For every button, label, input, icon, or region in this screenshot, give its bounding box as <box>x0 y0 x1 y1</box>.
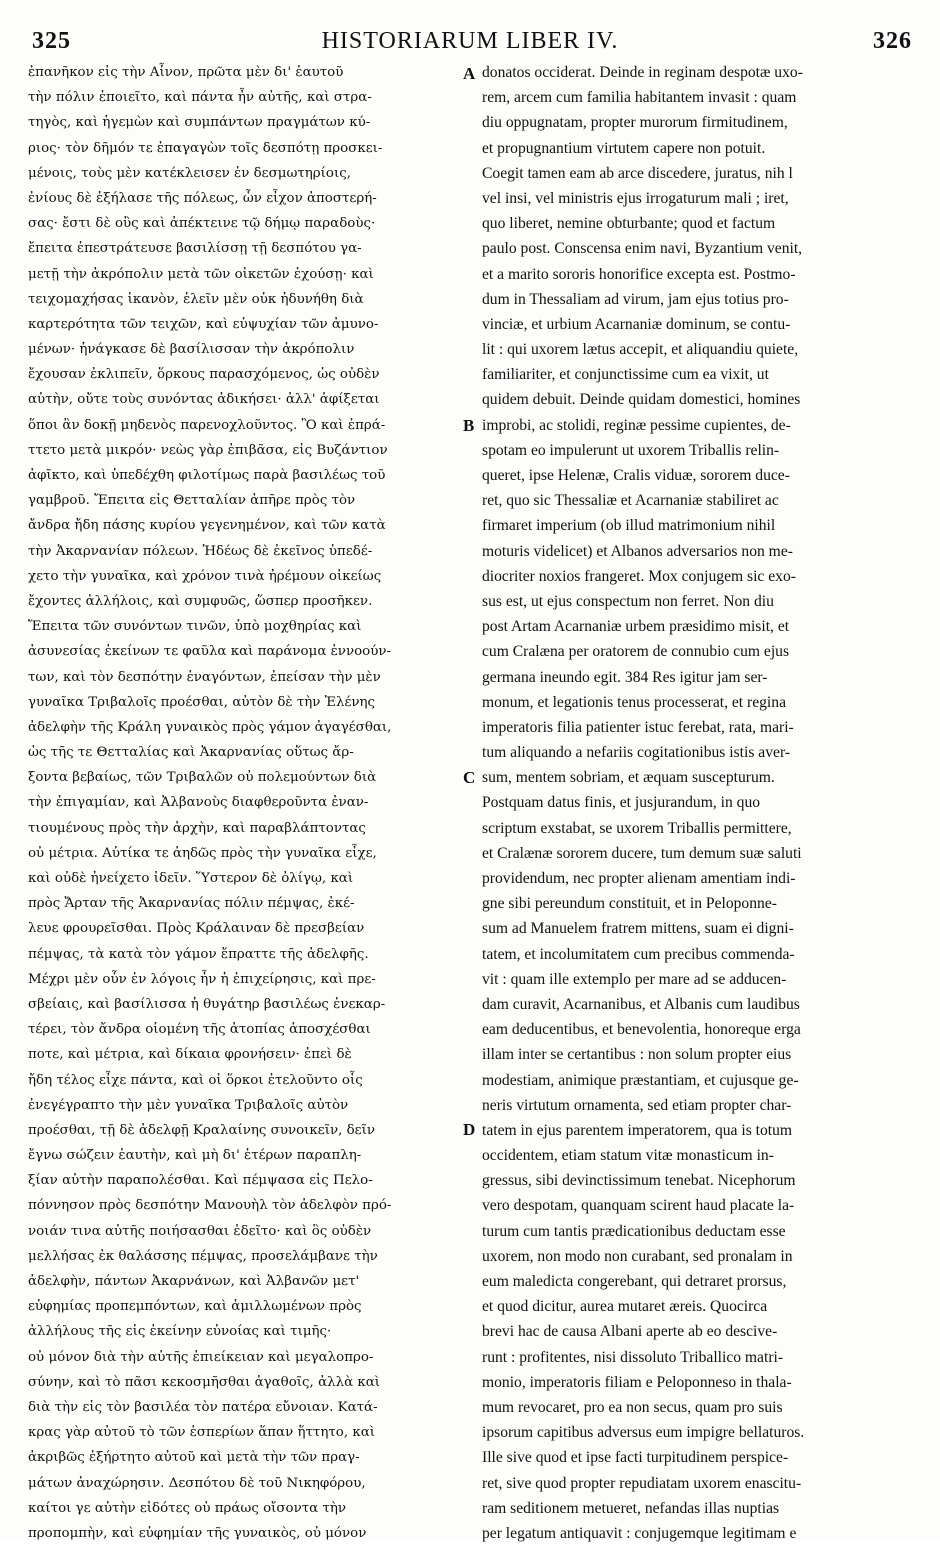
greek-text-line: διὰ τὴν εἰς τὸν βασιλέα τὸν πατέρα εὔνοιαν. Κατά- <box>28 1399 378 1415</box>
greek-text-line: ξοντα βεβαίως, τῶν Τριβαλῶν οὐ πολεμούντων διὰ <box>28 770 377 786</box>
greek-text-line: καὶ οὐδὲ ἠνείχετο ἰδεῖν. Ὕστερον δὲ ὀλίγῳ, καὶ <box>28 871 354 886</box>
latin-text-line: Coegit tamen eam ab arce discedere, juratus, nih l <box>482 164 793 182</box>
latin-text-line: quidem debuit. Deinde quidam domestici, homines <box>482 391 801 409</box>
latin-text-line: gressus, sibi devinctissimum tenebat. Nicephorum <box>482 1172 796 1190</box>
greek-text-line: σβείαις, καὶ βασίλισσα ἡ θυγάτηρ βασιλέως ἐνεκαρ- <box>28 996 386 1012</box>
latin-text-line: lit : qui uxorem lætus accepit, et aliquandiu quiete, <box>482 341 799 359</box>
greek-text-line: πρὸς Ἄρταν τῆς Ἀκαρνανίας πόλιν πέμψας, ἐκέ- <box>28 896 355 912</box>
greek-text-line: μετῇ τὴν ἀκρόπολιν μετὰ τῶν οἰκετῶν ἐχούσῃ· καὶ <box>28 266 374 282</box>
latin-text-line: tatem, et incolumitatem cum precibus commenda- <box>482 945 795 963</box>
greek-text-line: ἀφῖκτο, καὶ ὑπεδέχθη φιλοτίμως παρὰ βασιλέως τοῦ <box>28 468 386 483</box>
latin-text-line: gne sibi pereundum constituit, et in Peloponne- <box>482 895 777 913</box>
page-number-left: 325 <box>32 28 71 54</box>
latin-text-line: brevi hac de causa Albani aperte ab eo descive- <box>482 1323 778 1341</box>
latin-text-line: tatem in ejus parentem imperatorem, qua is totum <box>482 1121 793 1139</box>
greek-text-line: τειχομαχήσας ἱκανὸν, ἑλεῖν μὲν οὐκ ἠδυνήθη διὰ <box>28 291 364 307</box>
greek-text-line: τέρει, τὸν ἄνδρα οἰομένη τῆς ἀτοπίας ἀποσχέσθαι <box>28 1022 371 1038</box>
greek-text-line: εὐφημίας προπεμπόντων, καὶ ἁμιλλωμένων πρὸς <box>28 1299 362 1315</box>
margin-marker-c: C <box>463 768 476 787</box>
latin-text-line: improbi, ac stolidi, reginæ pessime cupientes, de- <box>482 416 791 434</box>
latin-text-line: paulo post. Conscensa enim navi, Byzantium venit, <box>482 240 803 258</box>
greek-text-line: ὅποι ἂν δοκῇ μηδενὸς παρενοχλοῦντος. Ὃ καὶ ἐπρά- <box>28 417 386 433</box>
latin-text-line: providendum, nec propter alienam amentiam indi- <box>482 870 796 887</box>
greek-text-line: τηγὸς, καὶ ἡγεμὼν καὶ συμπάντων πραγμάτων κύ- <box>28 115 371 131</box>
greek-text-line: γυναῖκα Τριβαλοῖς προέσθαι, αὐτὸν δὲ τὴν Ἑλένης <box>28 694 376 710</box>
latin-text-line: dum in Thessaliam ad virum, jam ejus totius pro- <box>482 290 789 308</box>
greek-text-line: χετο τὴν γυναῖκα, καὶ χρόνον τινὰ ἠρέμουν οἰκείως <box>28 568 382 584</box>
latin-text-line: eam deducentibus, et benevolentia, honoreque erga <box>482 1021 801 1039</box>
greek-text-line: προπομπὴν, καὶ εὐφημίαν τῆς γυναικὸς, οὐ μόνον <box>28 1525 367 1541</box>
greek-text-line: καίτοι γε αὐτὴν εἰδότες οὐ πράως οἴσοντα τὴν <box>28 1500 347 1516</box>
greek-text-line: Μέχρι μὲν οὖν ἐν λόγοις ἦν ἡ ἐπιχείρησις, καὶ πρε- <box>28 971 376 987</box>
latin-text-line: germana ineundo egit. 384 Res igitur jam ser- <box>482 668 768 686</box>
latin-text-line: modestiam, animique præstantiam, et cujusque ge- <box>482 1071 799 1089</box>
greek-text-line: λευε φρουρεῖσθαι. Πρὸς Κράλαιναν δὲ πρεσβείαν <box>28 921 365 937</box>
greek-text-line: ἀκριβῶς ἐξήρτητο αὐτοῦ καὶ μετὰ τὴν τῶν πραγ- <box>28 1450 360 1466</box>
greek-text-line: τὴν ἐπιγαμίαν, καὶ Ἀλβανοὺς διαφθεροῦντα ἐναν- <box>28 795 369 811</box>
latin-text-line: quo liberet, nemine obturbante; quod et factum <box>482 215 776 233</box>
greek-text-line: ἐνίους δὲ ἐξήλασε τῆς πόλεως, ὧν εἶχον ἀποστερή- <box>28 190 377 206</box>
latin-text-line: uxorem, non modo non curabant, sed pronalam in <box>482 1247 793 1265</box>
latin-text-line: et propugnantium virtutem capere non potuit. <box>482 139 766 157</box>
latin-text-line: mum revocaret, pro ea non secus, quam pro suis <box>482 1398 783 1416</box>
latin-text-line: tum aliquando a nefariis cogitationibus istis aver- <box>482 744 791 762</box>
greek-text-line: καρτερότητα τῶν τειχῶν, καὶ εὐψυχίαν τῶν ἀμυνο- <box>28 316 379 332</box>
latin-text-line: ret, sive quod propter repudiatam uxorem enascitu- <box>482 1474 802 1492</box>
greek-text-line: ἔγνω σώζειν ἑαυτὴν, καὶ μὴ δι' ἑτέρων παραπλη- <box>28 1148 362 1164</box>
latin-text-line: vel insi, vel ministris ejus irrogaturum mali ; iret, <box>482 189 789 207</box>
greek-text-line: ποτε, καὶ μέτρια, καὶ δίκαια φρονήσειν· ἐπεὶ δὲ <box>28 1047 352 1063</box>
greek-text-line: μάτων ἀναχώρησιν. Δεσπότου δὲ τοῦ Νικηφόρου, <box>28 1475 366 1491</box>
latin-text-line: neris virtutum ornamenta, sed etiam propter char- <box>482 1096 792 1114</box>
latin-text-line: monio, imperatoris filiam e Peloponneso in thala- <box>482 1373 792 1391</box>
latin-text-line: dam curavit, Acarnanibus, et Albanis cum laudibus <box>482 995 800 1013</box>
latin-text-line: vero despotam, quanquam scirent haud placate la- <box>482 1197 795 1215</box>
latin-text-line: cum Cralæna per oratorem de connubio cum ejus <box>482 643 790 661</box>
greek-text-line: τιουμένους πρὸς τὴν ἀρχὴν, καὶ παραβλάπτοντας <box>28 820 366 836</box>
latin-text-line: ram seditionem metueret, nefandas illas nuptias <box>482 1499 780 1517</box>
latin-text-line: moturis videlicet) et Albanos adversarios non me- <box>482 542 793 560</box>
greek-text-column <box>28 60 460 1546</box>
greek-text-line: αὐτὴν, οὔτε τοὺς συνόντας ἀδικήσει· ἀλλ' ἀφίξεται <box>28 392 380 408</box>
greek-text-line: των, καὶ τὸν δεσπότην ἐναγόντων, ἐπείσαν τὴν μὲν <box>28 669 381 685</box>
latin-text-column <box>482 60 902 1546</box>
margin-marker-b: B <box>463 416 475 435</box>
greek-text-line: ἀσυνεσίας ἐκείνων τε φαῦλα καὶ παράνομα ἐννοούν- <box>28 644 392 660</box>
margin-marker-a: A <box>463 64 476 83</box>
latin-text-line: monum, et legationis tenus processerat, et regina <box>482 693 786 711</box>
greek-text-line: κρας γὰρ αὐτοῦ τὸ τῶν ἑσπερίων ἅπαν ἥττητο, καὶ <box>28 1425 376 1441</box>
greek-text-line: ἔχουσαν ἐκλιπεῖν, ὅρκους παρασχόμενος, ὡς οὐδὲν <box>28 367 380 383</box>
greek-text-line: ἔπειτα ἐπεστράτευσε βασιλίσσῃ τῇ δεσπότου γα- <box>28 241 362 257</box>
latin-text-line: per legatum antiquavit : conjugemque legitimam e <box>482 1524 797 1542</box>
latin-text-line: turum cum tantis prædicationibus deductam esse <box>482 1222 786 1240</box>
latin-text-line: familiariter, et conjunctissime cum ea vixit, ut <box>482 366 769 384</box>
latin-text-line: illam inter se certantibus : non solum propter eius <box>482 1046 792 1064</box>
latin-text-line: et a marito sororis honorifice excepta est. Postmo- <box>482 265 796 283</box>
latin-text-line: et quod dicitur, aurea mutaret æreis. Quocirca <box>482 1298 768 1316</box>
margin-marker-d: D <box>463 1120 476 1139</box>
greek-text-line: μένοις, τοὺς μὲν κατέκλεισεν ἐν δεσμωτηρίοις, <box>28 165 351 181</box>
latin-text-line: sum, mentem sobriam, et æquam suscepturum. <box>482 769 775 787</box>
latin-text-line: donatos occiderat. Deinde in reginam despotæ uxo- <box>482 64 803 81</box>
page-number-right: 326 <box>873 28 912 54</box>
greek-text-line: νοιάν τινα αὐτῆς ποιήσασθαι ἐδεῖτο· καὶ ὃς οὐδὲν <box>28 1223 372 1239</box>
greek-text-line: ἀλλήλους τῆς εἰς ἐκείνην εὐνοίας καὶ τιμῆς· <box>28 1324 332 1340</box>
greek-text-line: πέμψας, τὰ κατὰ τὸν γάμον ἔπραττε τῆς ἀδελφῆς. <box>28 946 369 962</box>
greek-text-line: τὴν Ἀκαρνανίαν πόλεων. Ἠδέως δὲ ἐκεῖνος ὑπεδέ- <box>28 543 373 559</box>
latin-text-line: ipsorum capitibus adversus eum impigre bellaturos. <box>482 1424 805 1442</box>
latin-text-line: rem, arcem cum familia habitantem invasit : quam <box>482 89 797 107</box>
greek-text-line: γαμβροῦ. Ἔπειτα εἰς Θετταλίαν ἀπῆρε πρὸς τὸν <box>28 493 356 509</box>
greek-text-line: σας· ἔστι δὲ οὓς καὶ ἀπέκτεινε τῷ δήμῳ παραδοὺς· <box>28 216 376 232</box>
latin-text-line: post Artam Acarnaniæ urbem præsidimo misit, et <box>482 618 790 636</box>
latin-text-line: sus est, ut ejus conspectum non ferret. Non diu <box>482 592 774 610</box>
latin-text-line: queret, ipse Helenæ, Cralis viduæ, sororem duce- <box>482 467 790 484</box>
greek-text-line: προέσθαι, τῇ δὲ ἀδελφῇ Κραλαίνης συνοικεῖν, δεῖν <box>28 1122 376 1138</box>
greek-text-line: ὡς τῆς τε Θετταλίας καὶ Ἀκαρνανίας οὕτως ἄρ- <box>28 745 354 761</box>
greek-text-line: ριος· τὸν δῆμόν τε ἐπαγαγὼν τοῖς δεσπότῃ προσκει- <box>28 140 383 156</box>
latin-text-line: firmaret imperium (ob illud matrimonium nihil <box>482 517 776 535</box>
greek-text-line: ἀδελφὴν τῆς Κράλη γυναικὸς πρὸς γάμον ἀγαγέσθαι, <box>28 719 392 735</box>
greek-text-line: ἔχοντες ἀλλήλοις, καὶ συμφυῶς, ὥσπερ προσῆκεν. <box>28 593 373 609</box>
greek-text-line: ἐνεγέγραπτο τὴν μὲν γυναῖκα Τριβαλοῖς αὐτὸν <box>28 1097 349 1113</box>
latin-text-line: Postquam datus finis, et jusjurandum, in quo <box>482 794 761 812</box>
latin-text-line: imperatoris filia patienter istuc ferebat, rata, mari- <box>482 718 794 736</box>
latin-text-line: vinciæ, et urbium Acarnaniæ dominum, se contu- <box>482 315 791 333</box>
greek-text-line: πόννησον πρὸς δεσπότην Μανουὴλ τὸν ἀδελφὸν πρό- <box>28 1198 392 1214</box>
page-header <box>24 28 916 58</box>
latin-text-line: ret, quo sic Thessaliæ et Acarnaniæ stabiliret ac <box>482 492 779 510</box>
greek-text-line: μένων· ἠνάγκασε δὲ βασίλισσαν τὴν ἀκρόπολιν <box>28 342 355 358</box>
greek-text-line: σύνην, καὶ τὸ πᾶσι κεκοσμῆσθαι ἀγαθοῖς, ἀλλὰ καὶ <box>28 1374 381 1390</box>
latin-text-line: eum maledicta congerebant, qui detraret prorsus, <box>482 1273 787 1290</box>
greek-text-line: οὐ μόνον διὰ τὴν αὐτῆς ἐπιείκειαν καὶ μεγαλοπρο- <box>28 1349 374 1365</box>
greek-text-line: ττετο μετὰ μικρόν· νεὼς γὰρ ἐπιβᾶσα, εἰς Βυζάντιον <box>28 442 388 458</box>
latin-text-line: scriptum exstabat, se uxorem Triballis permittere, <box>482 819 792 837</box>
latin-text-line: sum ad Manuelem fratrem mittens, suam ei digni- <box>482 920 794 938</box>
greek-text-line: Ἔπειτα τῶν συνόντων τινῶν, ὑπὸ μοχθηρίας καὶ <box>28 619 362 635</box>
greek-text-line: οὐ μέτρια. Αὐτίκα τε ἀηδῶς πρὸς τὴν γυναῖκα εἶχε, <box>28 845 377 861</box>
running-title: HISTORIARUM LIBER IV. <box>321 28 619 54</box>
greek-text-line: ἤδη τέλος εἶχε πάντα, καὶ οἱ ὅρκοι ἐτελοῦντο οἷς <box>28 1072 363 1088</box>
latin-text-line: vit : quam ille extemplo per mare ad se adducen- <box>482 970 787 988</box>
greek-text-line: μελλήσας ἐκ θαλάσσης πέμψας, προσελάμβανε τὴν <box>28 1248 378 1264</box>
latin-text-line: runt : profitentes, nisi dissoluto Triballico matri- <box>482 1348 784 1366</box>
greek-text-line: ἐπανῆκον εἰς τὴν Αἶνον, πρῶτα μὲν δι' ἑαυτοῦ <box>28 65 344 80</box>
greek-text-line: ξίαν αὐτὴν παραπολέσθαι. Καὶ πέμψασα εἰς Πελο- <box>28 1173 373 1189</box>
greek-text-line: ἀδελφὴν, πάντων Ἀκαρνάνων, καὶ Ἀλβανῶν μετ' <box>28 1274 360 1289</box>
latin-text-line: et Cralænæ sororem ducere, tum demum suæ saluti <box>482 844 802 862</box>
greek-text-line: ἄνδρα ἤδη πάσης κυρίου γεγενημένον, καὶ τῶν κατὰ <box>28 518 386 534</box>
greek-text-line: τὴν πόλιν ἐποιεῖτο, καὶ πάντα ἦν αὐτῆς, καὶ στρα- <box>28 90 372 106</box>
latin-text-line: occidentem, etiam statum vitæ monasticum in- <box>482 1147 774 1165</box>
latin-text-line: Ille sive quod et ipse facti turpitudinem perspice- <box>482 1449 789 1467</box>
latin-text-line: diu oppugnatam, propter murorum firmitudinem, <box>482 114 788 132</box>
latin-text-line: spotam eo impulerunt ut uxorem Triballis relin- <box>482 441 780 459</box>
latin-text-line: diocriter noxios frangeret. Mox conjugem sic exo- <box>482 567 796 585</box>
